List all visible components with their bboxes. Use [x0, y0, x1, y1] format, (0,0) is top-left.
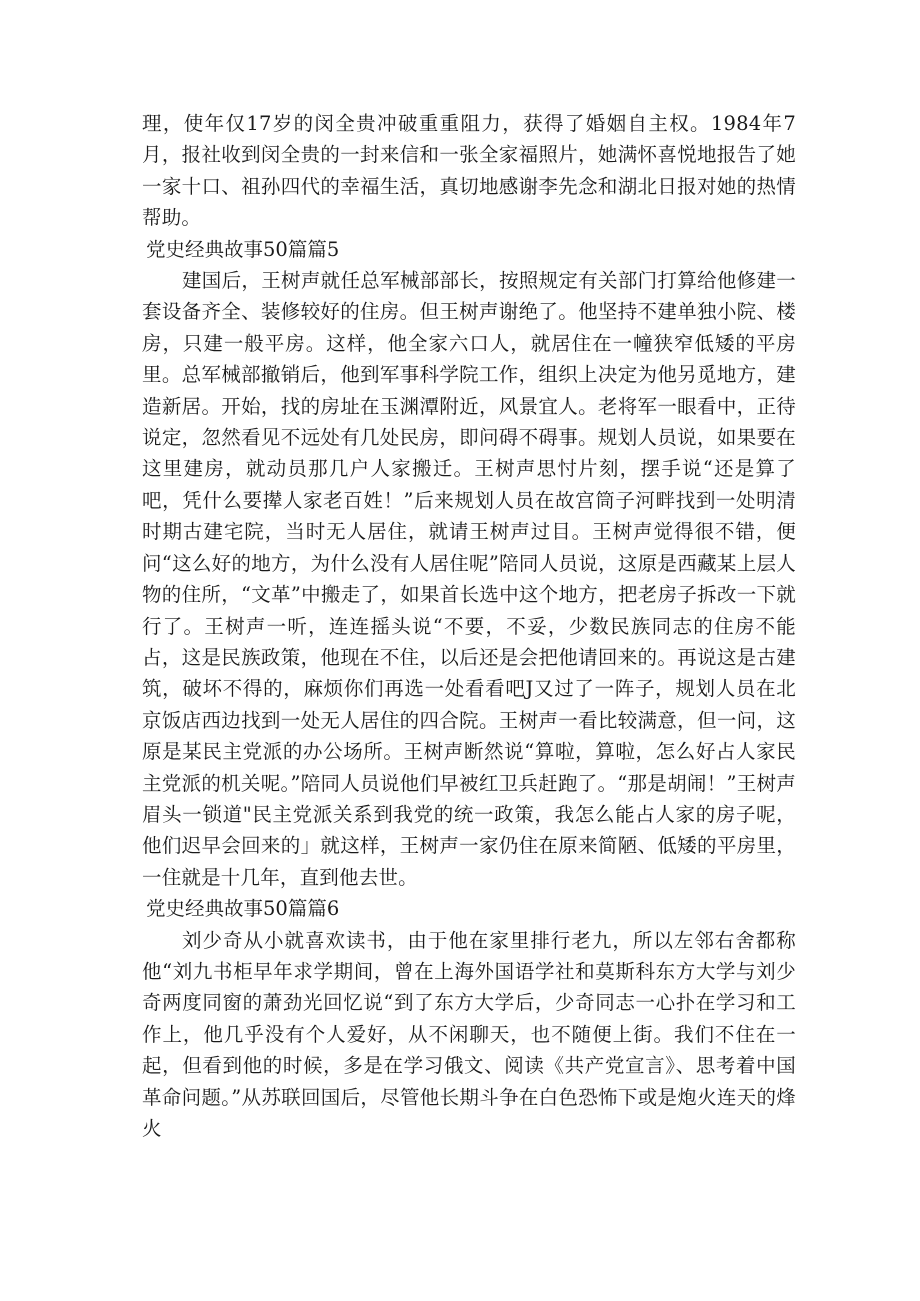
document-body — [142, 108, 796, 1144]
paragraph-continuation: 理，使年仅17岁的闵全贵冲破重重阻力，获得了婚姻自主权。1984年7月，报社收到闵全贵的一封来信和一张全家福照片，她满怀喜悦地报告了她一家十口、祖孙四代的幸福生活，真切地感谢李先念和湖北日报对她的热情帮助。 — [142, 112, 796, 230]
paragraph-story-5: 建国后，王树声就任总军械部部长，按照规定有关部门打算给他修建一套设备齐全、装修较好的住房。但王树声谢绝了。他坚持不建单独小院、楼房，只建一般平房。这样，他全家六口人，就居住在一幢狭窄低矮的平房里。总军械部撤销后，他到军事科学院工作，组织上决定为他另觅地方，建造新居。开始，找的房址在玉渊潭附近，风景宜人。老将军一眼看中，正待说定，忽然看见不远处有几处民房，即问碍不碍事。规划人员说，如果要在这里建房，就动员那几户人家搬迁。王树声思忖片刻，摆手说“还是算了吧，凭什么要撵人家老百姓！”后来规划人员在故宫筒子河畔找到一处明清时期古建宅院，当时无人居住，就请王树声过目。王树声觉得很不错，便问“这么好的地方，为什么没有人居住呢”陪同人员说，这原是西藏某上层人物的住所，“文革”中搬走了，如果首长选中这个地方，把老房子拆改一下就行了。王树声一听，连连摇头说“不要，不妥，少数民族同志的住房不能占，这是民族政策，他现在不住，以后还是会把他请回来的。再说这是古建筑，破坏不得的，麻烦你们再选一处看看吧J又过了一阵子，规划人员在北京饭店西边找到一处无人居住的四合院。王树声一看比较满意，但一问，这原是某民主党派的办公场所。王树声断然说“算啦，算啦，怎么好占人家民主党派的机关呢。”陪同人员说他们早被红卫兵赶跑了。“那是胡闹！”王树声眉头一锁道"民主党派关系到我党的统一政策，我怎么能占人家的房子呢，他们迟早会回来的」就这样，王树声一家仍住在原来简陋、低矮的平房里，一住就是十几年，直到他去世。 — [142, 269, 796, 889]
paragraph-story-6: 刘少奇从小就喜欢读书，由于他在家里排行老九，所以左邻右舍都称他“刘九书柜早年求学期间，曾在上海外国语学社和莫斯科东方大学与刘少奇两度同窗的萧劲光回忆说“到了东方大学后，少奇同志一心扑在学习和工作上，他几乎没有个人爱好，从不闲聊天，也不随便上街。我们不住在一起，但看到他的时候，多是在学习俄文、阅读《共产党宣言》、思考着中国革命问题。”从苏联回国后，尽管他长期斗争在白色恐怖下或是炮火连天的烽火 — [142, 928, 796, 1140]
section-heading-6: 党史经典故事50篇篇6 — [146, 897, 340, 921]
section-heading-5: 党史经典故事50篇篇5 — [146, 237, 340, 261]
